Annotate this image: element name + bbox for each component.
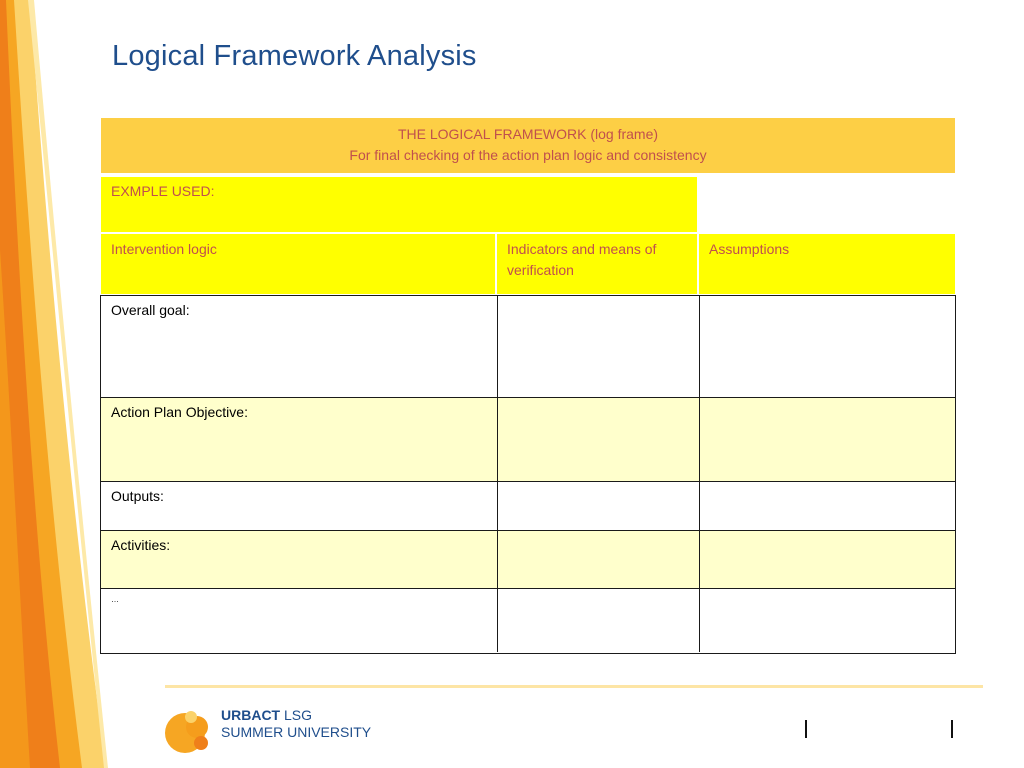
table-cell [497, 296, 699, 397]
row-label-ellipsis: … [111, 595, 119, 604]
decorative-side-stripes [0, 0, 110, 768]
logframe-header [101, 118, 955, 173]
table-cell [699, 296, 955, 397]
slide-title: Logical Framework Analysis [112, 40, 477, 72]
footer-separator [951, 720, 953, 738]
column-header-intervention-logic: Intervention logic [101, 234, 495, 294]
table-row [101, 531, 955, 589]
table-cell [497, 398, 699, 481]
brand-subtitle: SUMMER UNIVERSITY [221, 724, 372, 740]
table-cell [497, 531, 699, 588]
urbact-wordmark [221, 707, 371, 741]
row-label-outputs: Outputs: [111, 488, 164, 504]
row-label-overall-goal: Overall goal: [111, 302, 190, 318]
table-cell [699, 531, 955, 588]
footer-separator [805, 720, 807, 738]
column-header-indicators: Indicators and means of verification [497, 234, 697, 294]
table-cell [699, 589, 955, 652]
table-row [101, 482, 955, 531]
logframe-grid [100, 295, 956, 654]
logframe-header-subtitle: For final checking of the action plan logic and consistency [349, 147, 707, 163]
row-label-action-plan-objective: Action Plan Objective: [111, 404, 248, 420]
table-cell [699, 398, 955, 481]
table-cell [497, 482, 699, 530]
table-cell [699, 482, 955, 530]
table-row [101, 589, 955, 652]
brand-suffix: LSG [284, 707, 313, 723]
brand-name: URBACT [221, 707, 281, 723]
example-used-field: EXMPLE USED: [101, 177, 697, 232]
table-row [101, 296, 955, 398]
table-cell [497, 589, 699, 652]
footer-divider [165, 685, 983, 688]
column-header-assumptions: Assumptions [699, 234, 955, 294]
table-row [101, 398, 955, 482]
logframe-header-title: THE LOGICAL FRAMEWORK (log frame) [397, 126, 659, 142]
row-label-activities: Activities: [111, 537, 171, 553]
urbact-logo-icon [163, 705, 215, 757]
